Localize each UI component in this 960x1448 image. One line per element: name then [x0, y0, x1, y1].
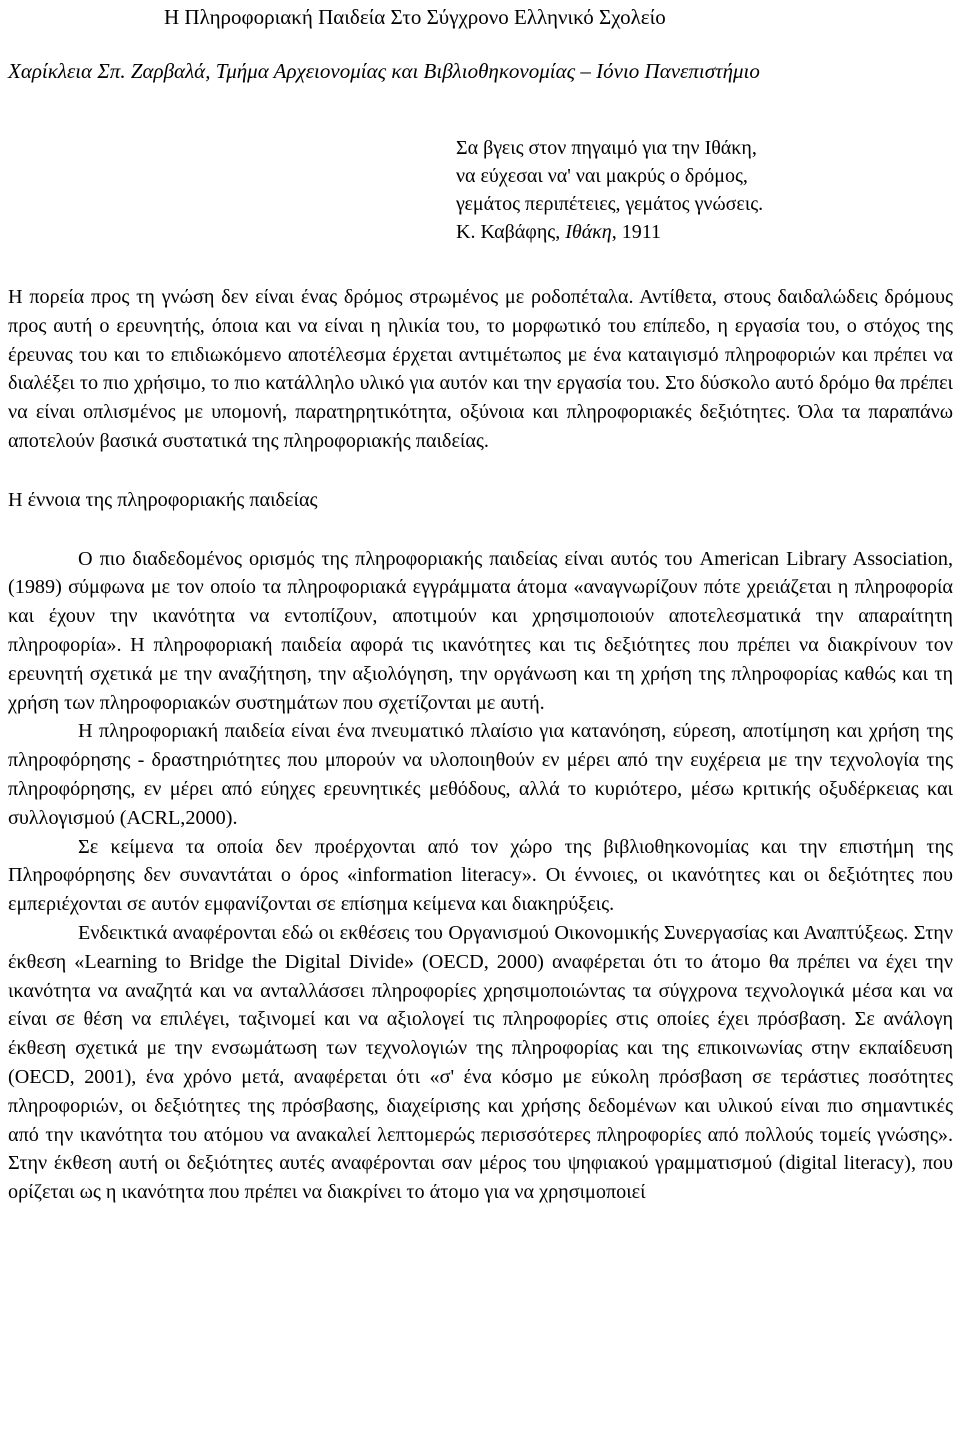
epigraph-line: γεμάτος περιπέτειες, γεμάτος γνώσεις. — [456, 193, 764, 215]
section-heading: Η έννοια της πληροφοριακής παιδείας — [8, 488, 318, 511]
body-paragraph: Ο πιο διαδεδομένος ορισμός της πληροφοριακής παιδείας είναι αυτός του American Library Association, (1989) σύμφωνα με τον οποίο τα πληροφοριακά εγγράμματα άτομα «αναγνωρίζουν πότε χρειάζεται η πληροφορία και έχουν την ικανότητα να εντοπίζουν, αποτιμούν και χρησιμοποιούν αποτελεσματικά την απαραίτητη πληροφορία». Η πληροφοριακή παιδεία αφορά τις ικανότητες και τις δεξιότητες που πρέπει να διακρίνουν τον ερευνητή σχετικά με την αναζήτηση, την αξιολόγηση, την οργάνωση και τη χρήση της πληροφορίας καθώς και τη χρήση των πληροφοριακών συστημάτων που σχετίζονται με αυτή. — [8, 547, 953, 714]
body-paragraph: Η πληροφοριακή παιδεία είναι ένα πνευματικό πλαίσιο για κατανόηση, εύρεση, αποτίμηση και χρήση της πληροφόρησης - δραστηριότητες που μπορούν να υλοποιηθούν εν μέρει από την ευχέρεια με την τεχνολογία της πληροφόρησης, εν μέρει από εύηχες ερευνητικές μεθόδους, αλλά το κυριότερο, μέσω κριτικής οξυδέρκειας και συλλογισμού (ACRL,2000). — [8, 720, 953, 829]
attribution-author: Κ. Καβάφης, — [456, 221, 566, 243]
epigraph-line: να εύχεσαι να' ναι μακρύς ο δρόμος, — [456, 165, 748, 187]
body-paragraph: Σε κείμενα τα οποία δεν προέρχονται από τον χώρο της βιβλιοθηκονομίας και την επιστήμη της Πληροφόρησης δεν συναντάται ο όρος «information literacy». Οι έννοιες, οι ικανότητες και οι δεξιότητες που εμπεριέχονται σε αυτόν εμφανίζονται σε επίσημα κείμενα και διακηρύξεις. — [8, 835, 953, 916]
document-title: Η Πληροφοριακή Παιδεία Στο Σύγχρονο Ελληνικό Σχολείο — [164, 5, 666, 29]
epigraph-attribution — [456, 218, 953, 246]
body-paragraph: Ενδεικτικά αναφέρονται εδώ οι εκθέσεις του Οργανισμού Οικονομικής Συνεργασίας και Αναπτύξεως. Στην έκθεση «Learning to Bridge the Digital Divide» (OECD, 2000) αναφέρεται ότι το άτομο θα πρέπει να έχει την ικανότητα να αναζητά και να ανταλλάσσει πληροφορίες χρησιμοποιώντας τα σύγχρονα τεχνολογικά μέσα και να είναι σε θέση να επιλέγει, ταξινομεί και να αξιολογεί τις πληροφορίες στις οποίες έχει πρόσβαση. Σε ανάλογη έκθεση σχετικά με την ενσωμάτωση των τεχνολογιών της πληροφορίας και της επικοινωνίας στην εκπαίδευση (OECD, 2001), ένα χρόνο μετά, αναφέρεται ότι «σ' ένα κόσμο με εύκολη πρόσβαση σε τεράστιες ποσότητες πληροφοριών, οι δεξιότητες της πρόσβασης, διαχείρισης και χρήσης δεδομένων και υλικού είναι πιο σημαντικές από την ικανότητα του ατόμου να ανακαλεί λεπτομερώς περισσότερες πληροφορίες από πολλούς τομείς γνώσης». Στην έκθεση αυτή οι δεξιότητες αυτές αναφέρονται σαν μέρος του ψηφιακού γραμματισμού (digital literacy), που ορίζεται ως η ικανότητα που πρέπει να διακρίνει το άτομο για να χρησιμοποιεί — [8, 921, 953, 1204]
epigraph — [456, 134, 953, 246]
intro-paragraph: Η πορεία προς τη γνώση δεν είναι ένας δρόμος στρωμένος με ροδοπέταλα. Αντίθετα, στους δαιδαλώδεις δρόμους προς αυτή ο ερευνητής, όποια και να είναι η ηλικία του, το μορφωτικό του επίπεδο, η εργασία του, ο στόχος της έρευνας του και το επιδιωκόμενο αποτέλεσμα έρχεται αντιμέτωπος με ένα καταιγισμό πληροφοριών και πρέπει να διαλέξει το πιο χρήσιμο, το πιο κατάλληλο υλικό για αυτόν και την εργασία του. Στο δύσκολο αυτό δρόμο θα πρέπει να είναι οπλισμένος με υπομονή, παρατηρητικότητα, οξύνοια και πληροφοριακές δεξιότητες. Όλα τα παραπάνω αποτελούν βασικά συστατικά της πληροφοριακής παιδείας. — [8, 286, 953, 452]
epigraph-line: Σα βγεις στον πηγαιμό για την Ιθάκη, — [456, 137, 757, 159]
attribution-work: Ιθάκη — [565, 221, 612, 243]
document-page — [8, 0, 953, 1207]
author-line: Χαρίκλεια Σπ. Ζαρβαλά, Τμήμα Αρχειονομίας και Βιβλιοθηκονομίας – Ιόνιο Πανεπιστήμιο — [8, 59, 760, 83]
attribution-year: , 1911 — [611, 221, 661, 243]
